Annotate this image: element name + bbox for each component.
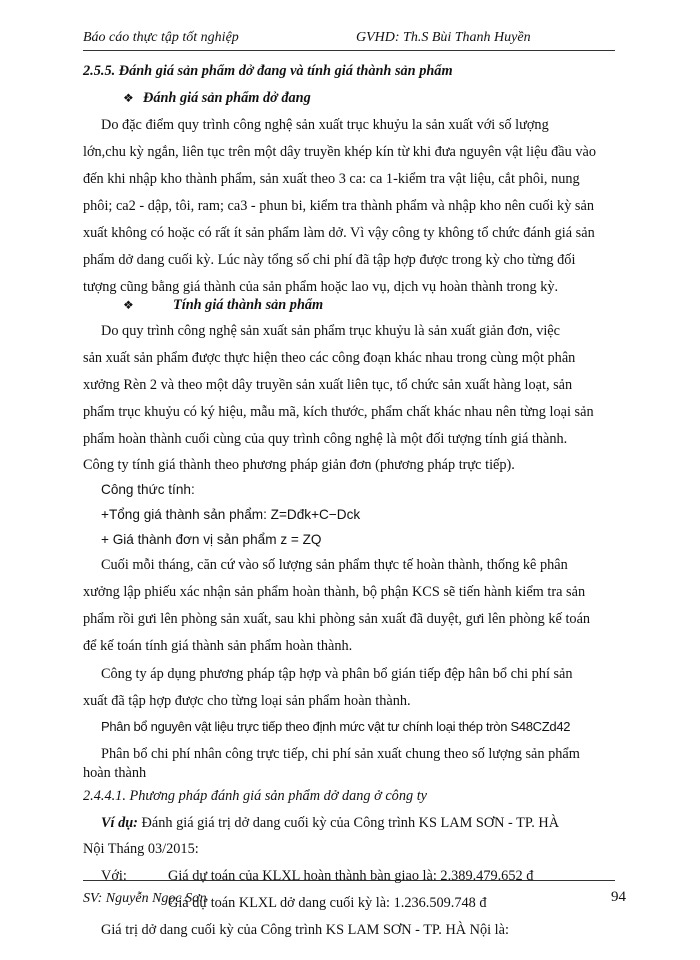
header-left: Báo cáo thực tập tốt nghiệp	[83, 30, 239, 45]
paragraph-line: phẩm trục khuỷu có ký hiệu, mẫu mã, kích thước, phẩm chất khác nhau nên từng loại sản	[83, 404, 594, 420]
paragraph-line: xuất đã tập hợp được cho từng loại sản phẩm hoàn thành.	[83, 693, 411, 709]
example-text: Nội Tháng 03/2015:	[83, 841, 199, 857]
paragraph-line: Công ty áp dụng phương pháp tập hợp và phân bổ gián tiếp đệp hân bổ chi phí sản	[101, 666, 573, 682]
paragraph-line: Phân bổ nguyên vật liệu trực tiếp theo định mức vật tư chính loại thép tròn S48CZd42	[101, 719, 571, 734]
estimate-wip: Giá dự toán KLXL dở dang cuối kỳ là: 1.236.509.748 đ	[168, 895, 487, 911]
formula-label: Công thức tính:	[101, 482, 195, 497]
paragraph-line: phẩm dở dang cuối kỳ. Lúc này tổng số chi phí đã tập hợp được trong kỳ cho từng đối	[83, 252, 576, 268]
subsection-heading: 2.4.4.1. Phương pháp đánh giá sản phẩm dở dang ở công ty	[83, 788, 428, 804]
example-text: Đánh giá giá trị dở dang cuối kỳ của Công trình KS LAM SƠN - TP. HÀ	[137, 815, 560, 831]
formula-total: +Tổng giá thành sản phẩm: Z=Dđk+C−Dck	[101, 507, 361, 522]
paragraph-line: phẩm hoàn thành cuối cùng của quy trình công nghệ là một đối tượng tính giá thành.	[83, 431, 568, 447]
paragraph-line: Giá trị dở dang cuối kỳ của Công trình KS LAM SƠN - TP. HÀ Nội là:	[101, 922, 509, 938]
paragraph-line: Do quy trình công nghệ sản xuất sản phẩm trục khuỷu là sản xuất giản đơn, việc	[101, 323, 561, 339]
paragraph-line: phôi; ca2 - dập, tôi, ram; ca3 - phun bi, kiểm tra thành phẩm và nhập kho nên cuối kỳ sản	[83, 198, 594, 214]
paragraph-line: Do đặc điểm quy trình công nghệ sản xuất trục khuỷu la sản xuất với số lượng	[101, 117, 549, 133]
paragraph-line: Cuối mỗi tháng, căn cứ vào số lượng sản phẩm thực tế hoàn thành, thống kê phân	[101, 557, 568, 573]
paragraph-line: Công ty tính giá thành theo phương pháp giản đơn (phương pháp trực tiếp).	[83, 457, 515, 473]
paragraph-line: xưởng Rèn 2 và theo một dây truyền sản xuất liên tục, tổ chức sản xuất hàng loạt, sản	[83, 377, 573, 393]
paragraph-line: để kế toán tính giá thành sản phẩm hoàn thành.	[83, 638, 353, 654]
header-right: GVHD: Th.S Bùi Thanh Huyền	[356, 30, 531, 45]
formula-unit: + Giá thành đơn vị sản phẩm z = ZQ	[101, 532, 322, 547]
with-label: Với:	[101, 868, 127, 884]
paragraph-line: sản xuất sản phẩm được thực hiện theo các công đoạn khác nhau trong cùng một phân	[83, 350, 576, 366]
paragraph-line: xưởng lập phiếu xác nhận sản phẩm hoàn thành, bộ phận KCS sẽ tiến hành kiểm tra sản	[83, 584, 586, 600]
paragraph-line: phẩm rồi gưi lên phòng sản xuất, sau khi phòng sản xuất đã duyệt, gưi lên phòng kế toán	[83, 611, 591, 627]
paragraph-line: hoàn thành	[83, 765, 147, 781]
paragraph-line: Phân bổ chi phí nhân công trực tiếp, chi phí sản xuất chung theo số lượng sản phẩm	[101, 746, 580, 762]
diamond-bullet-icon: ❖	[123, 298, 134, 312]
paragraph-line: lớn,chu kỳ ngắn, liên tục trên một dây truyền khép kín từ khi đưa nguyên vật liệu đầu vào	[83, 144, 597, 160]
page-number: 94	[611, 889, 626, 905]
footer-student: SV: Nguyễn Ngọc Sơn	[83, 891, 207, 906]
subheading-wip: Đánh giá sản phẩm dở đang	[143, 90, 311, 106]
paragraph-line: tượng cũng bằng giá thành của sản phẩm hoặc lao vụ, dịch vụ hoàn thành trong kỳ.	[83, 279, 559, 295]
paragraph-line: xuất không có hoặc có rất ít sản phẩm làm dở. Vì vậy công ty không tổ chức đánh giá sản	[83, 225, 595, 241]
estimate-completed: Giá dự toán của KLXL hoàn thành bàn giao là: 2.389.479.652 đ	[168, 868, 534, 884]
paragraph-line: đến khi nhập kho thành phẩm, sản xuất theo 3 ca: ca 1-kiểm tra vật liệu, cắt phôi, nung	[83, 171, 580, 187]
subheading-costing: Tính giá thành sản phẩm	[173, 297, 324, 313]
page-header	[83, 28, 615, 51]
example-label: Ví dụ:	[101, 815, 138, 831]
diamond-bullet-icon: ❖	[123, 91, 134, 105]
section-heading: 2.5.5. Đánh giá sản phẩm dở đang và tính giá thành sản phẩm	[83, 63, 453, 79]
